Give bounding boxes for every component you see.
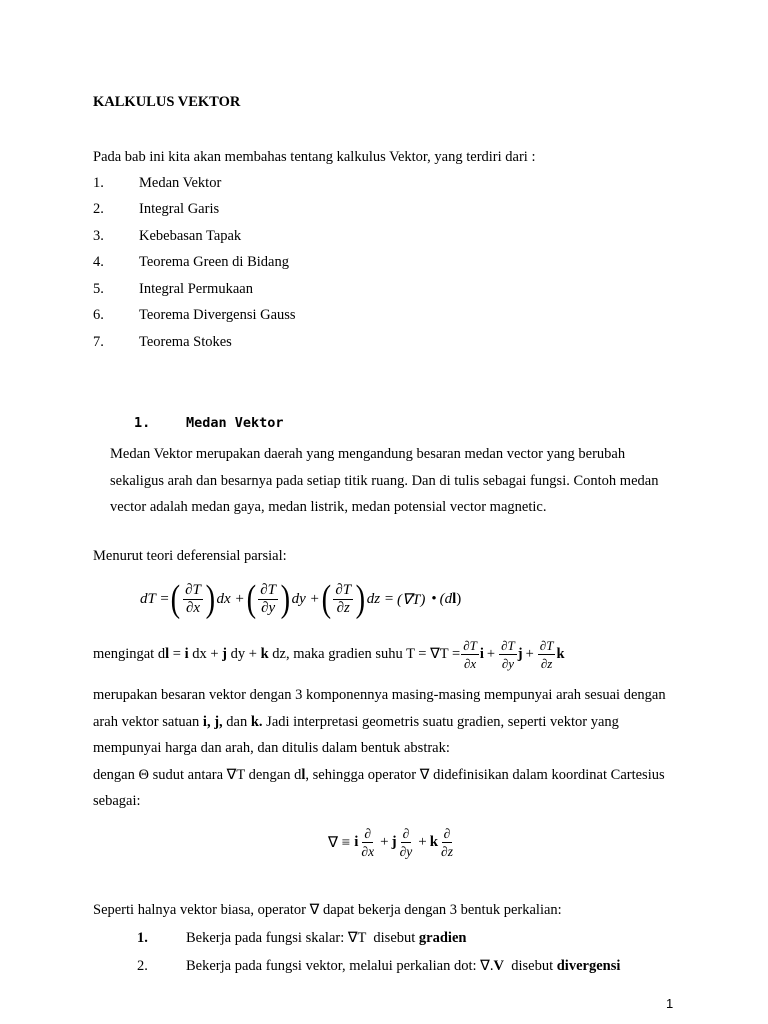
unit-k: k [556, 645, 565, 662]
fraction: $\frac{\partial T}{\partial z}$ [335, 581, 352, 616]
section-heading: Medan Vektor [186, 415, 284, 431]
list-item-number: 5. [93, 281, 104, 297]
bold-run: divergensi [556, 958, 621, 974]
list-item: Medan Vektor [139, 175, 222, 191]
eq-dl-open: (d [439, 590, 453, 607]
fraction: $\frac{\partial}{\partial y}$ [399, 825, 413, 859]
eq-term: dx + [216, 590, 245, 607]
fraction: $\frac{\partial}{\partial x}$ [361, 825, 375, 859]
section-paragraph: Medan Vektor merupakan daerah yang mengandung besaran medan vector yang berubah sekaligus arah dan besarnya pada setiap titik ruang. Dan di tulis sebagai fungsi. Contoh medan vector adalah medan gaya, medan listrik, medan potensial vector magnetic. [110, 446, 659, 515]
nabla-lhs: ∇ ≡ [328, 834, 351, 851]
unit-k: k [429, 833, 439, 850]
fraction: $\frac{\partial T}{\partial y}$ [501, 637, 515, 671]
list-item-number: 3. [93, 228, 104, 244]
gradient-line [93, 634, 565, 674]
unit-j: j [391, 833, 397, 850]
list-item: Teorema Green di Bidang [139, 254, 289, 270]
list-item-number: 2. [137, 958, 148, 974]
text-run: dz, maka gradien suhu T = ∇T = [268, 645, 461, 662]
text-run: merupakan besaran vektor dengan 3 komponennya masing-masing mempunyai arah sesuai dengan arah vektor satuan [93, 687, 666, 730]
eq-term: dy + [291, 590, 320, 607]
page-title: KALKULUS VEKTOR [93, 94, 241, 110]
plus-sign: + [380, 833, 389, 850]
left-paren: ( [321, 578, 331, 620]
vector-j: j [222, 645, 227, 662]
bold-run: gradien [418, 930, 467, 946]
list-item: Kebebasan Tapak [139, 228, 242, 244]
eq-dl-close: ) [456, 590, 462, 607]
fraction: $\frac{\partial T}{\partial z}$ [539, 637, 554, 671]
bold-run: k. [250, 713, 263, 730]
plus-sign: + [418, 833, 427, 850]
list-item-number: 4. [93, 254, 104, 270]
left-paren: ( [246, 578, 256, 620]
fraction: $\frac{\partial}{\partial z}$ [441, 825, 453, 859]
fraction: $\frac{\partial T}{\partial x}$ [463, 637, 477, 671]
text-run: Bekerja pada fungsi vektor, melalui perkalian dot: ∇. [186, 958, 494, 974]
dot-operator: • [431, 590, 437, 607]
equation-total-differential [140, 576, 461, 622]
text-run: dan [222, 713, 251, 730]
list-item [186, 958, 620, 975]
text-run: Jadi interpretasi geometris suatu gradien, seperti vektor yang mempunyai harga dan arah, dan ditulis dalam bentuk abstrak: [93, 713, 619, 756]
list-item: Teorema Stokes [139, 334, 232, 350]
bold-run: i, j, [202, 713, 223, 730]
equation-nabla [328, 822, 456, 862]
fraction: $\frac{\partial T}{\partial y}$ [260, 581, 276, 616]
list-item-number: 6. [93, 307, 104, 323]
right-paren: ) [355, 578, 366, 620]
list-item: Integral Permukaan [139, 281, 253, 297]
fraction: $\frac{\partial T}{\partial x}$ [185, 581, 201, 616]
right-paren: ) [280, 578, 291, 620]
list-item-number: 1. [93, 175, 104, 191]
text-run: dengan Θ sudut antara ∇T dengan d [93, 766, 302, 783]
vector-k: k [260, 645, 269, 662]
list-item-number: 1. [137, 930, 148, 946]
list-item: Integral Garis [139, 201, 220, 217]
right-paren: ) [205, 578, 215, 620]
unit-i: i [354, 833, 359, 850]
bold-run: l [301, 766, 306, 783]
vector-l: l [165, 645, 170, 662]
eq-term: dz = [366, 590, 394, 607]
page-number: 1 [666, 996, 674, 1011]
gradient-paragraph [93, 682, 683, 815]
text-run: disebut [503, 958, 557, 974]
text-run: dy + [227, 645, 261, 662]
eq-dl-vector: l [452, 590, 457, 607]
text-run: Bekerja pada fungsi skalar: ∇T disebut [186, 930, 419, 946]
eq-gradient: (∇T) [396, 591, 426, 608]
plus-sign: + [525, 645, 534, 662]
partial-intro: Menurut teori deferensial parsial: [93, 548, 287, 564]
text-run: mengingat d [93, 645, 166, 662]
list-item [186, 930, 466, 947]
text-run: , sehingga operator ∇ didefinisikan dalam koordinat Cartesius sebagai: [93, 766, 665, 809]
list-item-number: 2. [93, 201, 104, 217]
operators-intro: Seperti halnya vektor biasa, operator ∇ dapat bekerja dengan 3 bentuk perkalian: [93, 902, 562, 918]
left-paren: ( [171, 578, 181, 620]
eq-lhs: dT = [140, 590, 170, 607]
unit-i: i [479, 645, 484, 662]
section-number: 1. [134, 415, 151, 431]
text-run: dx + [188, 645, 223, 662]
list-item: Teorema Divergensi Gauss [139, 307, 296, 323]
unit-j: j [517, 645, 523, 662]
list-item-number: 7. [93, 334, 104, 350]
text-run: = [169, 645, 185, 662]
vector-i: i [184, 645, 189, 662]
bold-run: V [493, 958, 504, 974]
plus-sign: + [486, 645, 496, 662]
intro-text: Pada bab ini kita akan membahas tentang kalkulus Vektor, yang terdiri dari : [93, 149, 536, 165]
